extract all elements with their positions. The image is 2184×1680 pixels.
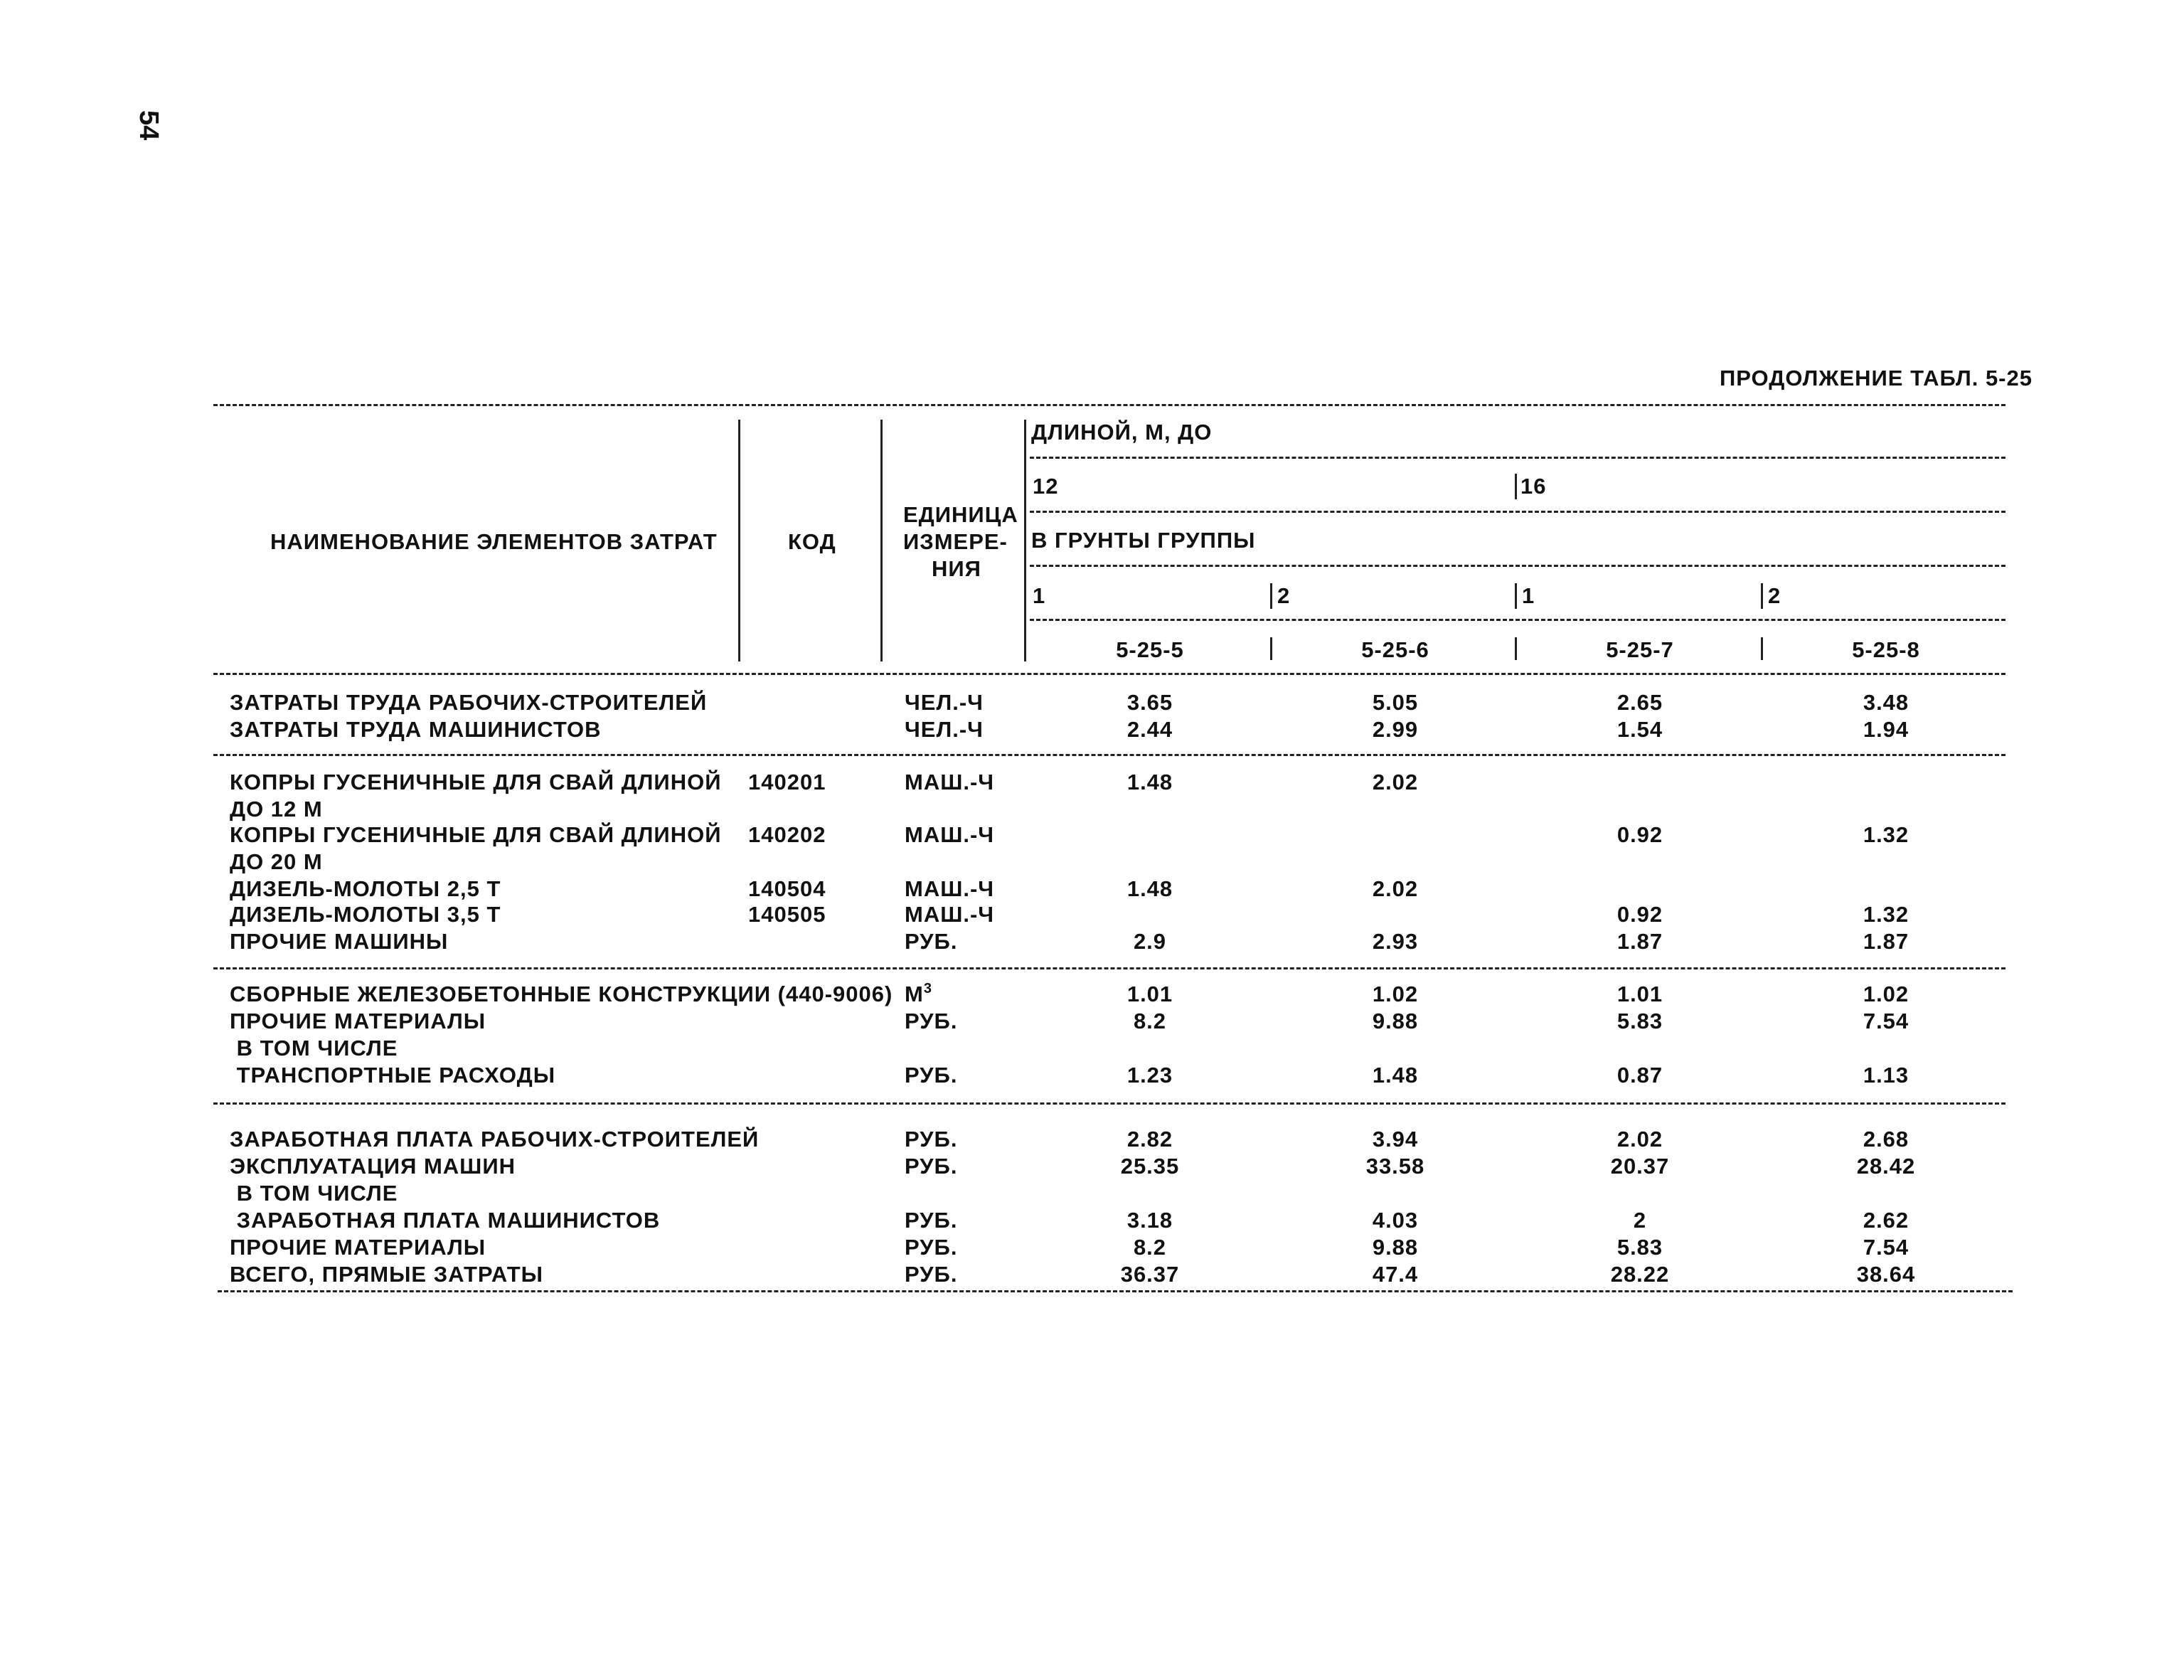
- header-unit-line2: ИЗМЕРЕ-: [903, 529, 1008, 554]
- row-value: 20.37: [1610, 1154, 1670, 1179]
- row-value: 1.48: [1126, 876, 1173, 901]
- row-value: 28.22: [1610, 1262, 1670, 1287]
- row-value: 0.87: [1616, 1063, 1663, 1088]
- row-value: 1.87: [1863, 929, 1909, 954]
- unit-superscript: 3: [923, 981, 932, 996]
- row-unit: МАШ.-Ч: [905, 876, 995, 901]
- header-name: НАИМЕНОВАНИЕ ЭЛЕМЕНТОВ ЗАТРАТ: [270, 529, 718, 554]
- row-value: 5.83: [1616, 1235, 1663, 1260]
- column-divider: [1515, 583, 1517, 609]
- header-norm-code: 5-25-8: [1852, 637, 1920, 662]
- row-name: ПРОЧИЕ МАТЕРИАЛЫ: [230, 1235, 486, 1260]
- row-unit: МАШ.-Ч: [905, 822, 995, 847]
- column-divider: [1515, 637, 1517, 660]
- section-rule: [213, 754, 2005, 756]
- row-unit: ЧЕЛ.-Ч: [905, 690, 984, 715]
- row-value: 3.48: [1863, 690, 1909, 715]
- row-unit: РУБ.: [905, 1262, 958, 1287]
- header-group: 1: [1033, 583, 1046, 608]
- column-divider: [1024, 420, 1026, 661]
- row-value: 0.92: [1616, 902, 1663, 927]
- row-value: 1.23: [1126, 1063, 1173, 1088]
- row-value: 9.88: [1372, 1235, 1419, 1260]
- row-value: 1.48: [1372, 1063, 1419, 1088]
- row-value: 5.05: [1372, 690, 1419, 715]
- row-value: 3.65: [1126, 690, 1173, 715]
- row-value: 2: [1633, 1208, 1647, 1233]
- header-group: 2: [1768, 583, 1781, 608]
- row-unit: РУБ.: [905, 1235, 958, 1260]
- row-value: 5.83: [1616, 1009, 1663, 1033]
- row-value: 36.37: [1120, 1262, 1180, 1287]
- row-name: ДИЗЕЛЬ-МОЛОТЫ 2,5 Т: [230, 876, 501, 901]
- row-code: 140202: [748, 822, 826, 847]
- header-norm-code: 5-25-5: [1116, 637, 1184, 662]
- row-value: 33.58: [1365, 1154, 1425, 1179]
- row-unit: РУБ.: [905, 1154, 958, 1179]
- row-value: 2.44: [1126, 717, 1173, 742]
- table-title: ПРОДОЛЖЕНИЕ ТАБЛ. 5-25: [1720, 366, 2033, 390]
- row-value: 1.02: [1372, 982, 1419, 1006]
- header-soil: В ГРУНТЫ ГРУППЫ: [1031, 528, 1256, 553]
- header-bottom-rule: [213, 673, 2005, 675]
- row-value: 1.32: [1863, 902, 1909, 927]
- row-value: 1.02: [1863, 982, 1909, 1006]
- row-name: ДО 12 М: [230, 797, 323, 822]
- table-bottom-rule: [218, 1290, 2013, 1292]
- row-name: ЗАРАБОТНАЯ ПЛАТА РАБОЧИХ-СТРОИТЕЛЕЙ: [230, 1127, 760, 1152]
- row-value: 47.4: [1372, 1262, 1419, 1287]
- header-length-16: 16: [1520, 474, 1547, 499]
- row-value: 3.94: [1372, 1127, 1419, 1152]
- row-name: ПРОЧИЕ МАШИНЫ: [230, 929, 449, 954]
- row-unit: МАШ.-Ч: [905, 902, 995, 927]
- section-rule: [213, 967, 2005, 969]
- row-value: 1.87: [1616, 929, 1663, 954]
- row-value: 2.9: [1133, 929, 1167, 954]
- row-value: 1.32: [1863, 822, 1909, 847]
- row-unit: РУБ.: [905, 1009, 958, 1033]
- header-rule: [1030, 511, 2005, 513]
- row-value: 7.54: [1863, 1009, 1909, 1033]
- row-value: 3.18: [1126, 1208, 1173, 1233]
- row-name: СБОРНЫЕ ЖЕЛЕЗОБЕТОННЫЕ КОНСТРУКЦИИ (440-9006): [230, 982, 893, 1006]
- table-top-rule: [213, 404, 2005, 406]
- header-rule: [1030, 457, 2005, 459]
- row-value: 1.01: [1126, 982, 1173, 1006]
- row-value: 2.62: [1863, 1208, 1909, 1233]
- row-code: 140505: [748, 902, 826, 927]
- row-value: 1.13: [1863, 1063, 1909, 1088]
- header-unit-line1: ЕДИНИЦА: [903, 502, 1018, 527]
- row-code: 140201: [748, 770, 826, 794]
- row-value: 9.88: [1372, 1009, 1419, 1033]
- row-name: В ТОМ ЧИСЛЕ: [230, 1181, 398, 1206]
- column-divider: [1761, 637, 1763, 660]
- row-value: 7.54: [1863, 1235, 1909, 1260]
- header-norm-code: 5-25-6: [1361, 637, 1429, 662]
- header-group: 1: [1522, 583, 1535, 608]
- column-divider: [1761, 583, 1763, 609]
- row-unit: РУБ.: [905, 1127, 958, 1152]
- header-length-12: 12: [1033, 474, 1059, 499]
- row-value: 2.93: [1372, 929, 1419, 954]
- header-code: КОД: [788, 529, 836, 554]
- column-divider: [1270, 583, 1272, 609]
- section-rule: [213, 1102, 2005, 1105]
- header-rule: [1030, 565, 2005, 567]
- row-unit: ЧЕЛ.-Ч: [905, 717, 984, 742]
- header-rule: [1030, 619, 2005, 621]
- row-name: ДО 20 М: [230, 849, 323, 874]
- header-group: 2: [1277, 583, 1291, 608]
- row-unit: МАШ.-Ч: [905, 770, 995, 794]
- row-name: ЗАРАБОТНАЯ ПЛАТА МАШИНИСТОВ: [230, 1208, 661, 1233]
- row-value: 28.42: [1856, 1154, 1916, 1179]
- row-name: КОПРЫ ГУСЕНИЧНЫЕ ДЛЯ СВАЙ ДЛИНОЙ: [230, 822, 722, 847]
- row-name: ЗАТРАТЫ ТРУДА МАШИНИСТОВ: [230, 717, 602, 742]
- row-unit: РУБ.: [905, 1063, 958, 1088]
- row-name: ТРАНСПОРТНЫЕ РАСХОДЫ: [230, 1063, 556, 1088]
- row-name: КОПРЫ ГУСЕНИЧНЫЕ ДЛЯ СВАЙ ДЛИНОЙ: [230, 770, 722, 794]
- header-norm-code: 5-25-7: [1606, 637, 1674, 662]
- row-value: 1.01: [1616, 982, 1663, 1006]
- row-value: 2.02: [1372, 876, 1419, 901]
- row-name: ПРОЧИЕ МАТЕРИАЛЫ: [230, 1009, 486, 1033]
- row-name: ЗАТРАТЫ ТРУДА РАБОЧИХ-СТРОИТЕЛЕЙ: [230, 690, 708, 715]
- row-value: 8.2: [1133, 1235, 1167, 1260]
- row-name: В ТОМ ЧИСЛЕ: [230, 1036, 398, 1060]
- column-divider: [1270, 637, 1272, 660]
- row-value: 38.64: [1856, 1262, 1916, 1287]
- row-unit: РУБ.: [905, 1208, 958, 1233]
- row-value: 2.82: [1126, 1127, 1173, 1152]
- row-value: 4.03: [1372, 1208, 1419, 1233]
- row-unit: РУБ.: [905, 929, 958, 954]
- row-name: ЭКСПЛУАТАЦИЯ МАШИН: [230, 1154, 516, 1179]
- row-name: ДИЗЕЛЬ-МОЛОТЫ 3,5 Т: [230, 902, 501, 927]
- row-value: 1.94: [1863, 717, 1909, 742]
- column-divider: [1515, 474, 1517, 499]
- header-unit-line3: НИЯ: [932, 556, 981, 581]
- row-value: 0.92: [1616, 822, 1663, 847]
- column-divider: [738, 420, 740, 661]
- row-value: 25.35: [1120, 1154, 1180, 1179]
- row-value: 2.02: [1616, 1127, 1663, 1152]
- row-value: 8.2: [1133, 1009, 1167, 1033]
- column-divider: [880, 420, 883, 661]
- row-name: ВСЕГО, ПРЯМЫЕ ЗАТРАТЫ: [230, 1262, 543, 1287]
- page-number: 54: [134, 110, 164, 141]
- header-length: ДЛИНОЙ, М, ДО: [1031, 420, 1213, 445]
- row-code: 140504: [748, 876, 826, 901]
- row-unit: $М^3$: [905, 981, 932, 1006]
- row-value: 1.54: [1616, 717, 1663, 742]
- row-value: 2.68: [1863, 1127, 1909, 1152]
- row-value: 2.99: [1372, 717, 1419, 742]
- row-value: 1.48: [1126, 770, 1173, 794]
- row-value: 2.65: [1616, 690, 1663, 715]
- row-value: 2.02: [1372, 770, 1419, 794]
